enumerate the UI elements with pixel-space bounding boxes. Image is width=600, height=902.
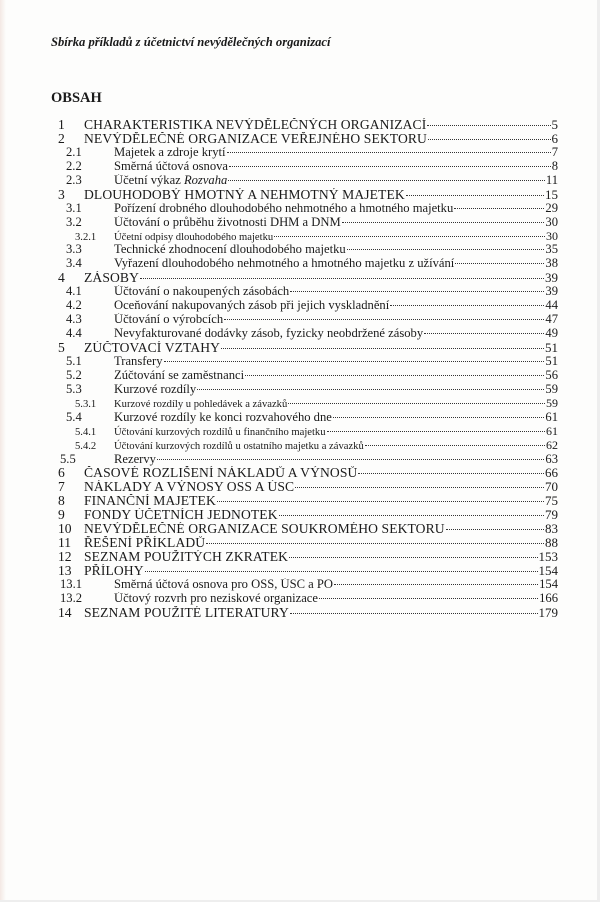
toc-entry-page-number: 56	[545, 368, 558, 382]
toc-entry-number: 2.3	[66, 173, 82, 187]
toc-entry-label: FINANČNÍ MAJETEK	[84, 494, 216, 509]
toc-entry-number: 1	[58, 118, 65, 132]
toc-entry-page-number: 5	[551, 118, 558, 132]
toc-entry-label: Účtování kurzových rozdílů u finančního majetku	[114, 426, 326, 438]
toc-entry-label: Majetek a zdroje krytí	[114, 145, 226, 159]
toc-entry-label: SEZNAM POUŽITÉ LITERATURY	[84, 605, 289, 620]
toc-entry-label: NEVÝDĚLEČNÉ ORGANIZACE SOUKROMÉHO SEKTORU	[84, 522, 445, 537]
toc-entry-label: ZÁSOBY	[84, 271, 139, 286]
toc-entry[interactable]	[58, 383, 558, 397]
toc-entry-page-number: 153	[538, 550, 558, 564]
toc-entry-label: Vyřazení dlouhodobého nehmotného a hmotného majetku z užívání	[114, 257, 455, 271]
toc-entry-number: 10	[58, 522, 72, 537]
dot-leader	[279, 515, 544, 516]
toc-entry[interactable]	[58, 411, 558, 425]
toc-entry[interactable]	[58, 606, 558, 620]
dot-leader	[157, 459, 544, 460]
dot-leader	[289, 557, 537, 558]
toc-entry-page-number: 11	[545, 173, 558, 187]
toc-entry-page-number: 59	[545, 382, 558, 396]
toc-entry-page-number: 51	[545, 341, 558, 355]
toc-entry-page-number: 49	[545, 327, 558, 341]
dot-leader	[290, 291, 544, 292]
toc-entry-page-number: 66	[545, 466, 558, 481]
toc-entry-label: Zúčtování se zaměstnanci	[114, 368, 245, 382]
toc-entry[interactable]	[58, 146, 558, 160]
toc-entry[interactable]	[58, 494, 558, 508]
toc-entry-number: 3.3	[66, 243, 82, 257]
toc-entry-label: Kurzové rozdíly u pohledávek a závazků	[114, 398, 288, 410]
toc-entry-page-number: 88	[545, 536, 558, 551]
dot-leader	[365, 445, 545, 446]
toc-entry[interactable]	[58, 592, 558, 606]
toc-entry-label: Směrná účtová osnova pro OSS, ÚSC a PO	[114, 577, 333, 591]
dot-leader	[446, 529, 544, 530]
toc-entry-number: 11	[58, 536, 72, 551]
toc-entry-page-number: 51	[545, 354, 558, 368]
toc-entry-page-number: 61	[546, 424, 558, 438]
toc-entry[interactable]	[58, 132, 558, 146]
toc-entry-page-number: 30	[546, 229, 558, 243]
toc-entry-label: ŘEŠENÍ PŘÍKLADŮ	[84, 536, 206, 551]
toc-entry-label: ČASOVÉ ROZLIŠENÍ NÁKLADŮ A VÝNOSŮ	[84, 466, 358, 481]
dot-leader	[428, 139, 551, 140]
toc-entry-number: 5.3.1	[75, 398, 97, 410]
toc-entry-page-number: 39	[545, 271, 558, 286]
toc-entry-number: 9	[58, 508, 65, 523]
toc-entry-label-italic: Rozvaha	[183, 173, 228, 187]
dot-leader	[217, 501, 544, 502]
toc-entry-label: CHARAKTERISTIKA NEVÝDĚLEČNÝCH ORGANIZACÍ	[84, 118, 427, 132]
toc-entry-label: Účtový rozvrh pro neziskové organizace	[114, 591, 318, 605]
dot-leader	[197, 389, 544, 390]
toc-entry-number: 3.2.1	[75, 231, 97, 243]
toc-entry-page-number: 166	[539, 591, 558, 605]
toc-entry[interactable]	[58, 425, 558, 439]
toc-entry[interactable]	[58, 271, 558, 285]
toc-entry-number: 13	[58, 564, 72, 578]
dot-leader	[406, 195, 544, 196]
toc-entry-number: 5.4	[66, 410, 82, 424]
toc-entry[interactable]	[58, 508, 558, 522]
toc-title: OBSAH	[51, 90, 102, 106]
toc-entry-number: 5.2	[66, 368, 82, 382]
toc-entry-label: Účtování o výrobcích	[114, 313, 224, 327]
toc-entry-number: 4.1	[66, 285, 82, 299]
toc-entry[interactable]	[58, 439, 558, 453]
dot-leader	[288, 403, 545, 404]
toc-entry-number: 4.2	[66, 299, 82, 313]
toc-entry[interactable]	[58, 216, 558, 230]
toc-entry[interactable]	[58, 160, 558, 174]
table-of-contents	[58, 118, 558, 620]
dot-leader	[224, 319, 544, 320]
running-head: Sbírka příkladů z účetnictví nevýdělečných organizací	[51, 35, 331, 49]
dot-leader	[295, 487, 544, 488]
toc-entry-label: Účtování kurzových rozdílů u ostatního majetku a závazků	[114, 440, 364, 452]
toc-entry-label: Transfery	[114, 354, 163, 368]
dot-leader	[454, 208, 544, 209]
dot-leader	[245, 375, 544, 376]
dot-leader	[342, 222, 545, 223]
dot-leader	[228, 180, 545, 181]
toc-entry-page-number: 29	[545, 201, 558, 215]
page-left-edge-shadow	[0, 0, 6, 902]
dot-leader	[390, 305, 544, 306]
toc-entry-label: Účtování o průběhu životnosti DHM a DNM	[114, 215, 341, 229]
toc-entry-number: 4.4	[66, 327, 82, 341]
toc-entry-label: Účtování o nakoupených zásobách	[114, 285, 290, 299]
dot-leader	[227, 152, 551, 153]
toc-entry[interactable]	[58, 313, 558, 327]
toc-entry-number: 2	[58, 131, 65, 146]
toc-entry[interactable]	[58, 299, 558, 313]
toc-entry-label: Oceňování nakupovaných zásob při jejich vyskladnění	[114, 299, 390, 313]
toc-entry-label: Účetní výkaz Rozvaha	[114, 173, 228, 187]
toc-entry-number: 14	[58, 605, 72, 620]
dot-leader	[229, 166, 551, 167]
toc-entry[interactable]	[58, 202, 558, 216]
toc-entry-page-number: 7	[551, 145, 558, 159]
toc-entry[interactable]	[58, 522, 558, 536]
dot-leader	[206, 543, 544, 544]
toc-entry-label: Technické zhodnocení dlouhodobého majetku	[114, 243, 346, 257]
toc-entry-number: 3.1	[66, 201, 82, 215]
toc-entry-page-number: 59	[546, 396, 558, 410]
dot-leader	[290, 613, 538, 614]
toc-entry[interactable]	[58, 578, 558, 592]
toc-entry-number: 3.4	[66, 257, 82, 271]
toc-entry[interactable]	[58, 243, 558, 257]
toc-entry-number: 3	[58, 187, 65, 202]
toc-entry-number: 5	[58, 341, 65, 355]
dot-leader	[334, 584, 538, 585]
toc-entry-number: 5.3	[66, 382, 82, 396]
toc-entry-page-number: 6	[551, 131, 558, 146]
dot-leader	[327, 431, 545, 432]
toc-entry-page-number: 30	[545, 215, 558, 229]
toc-entry-label: NEVÝDĚLEČNÉ ORGANIZACE VEŘEJNÉHO SEKTORU	[84, 131, 427, 146]
dot-leader	[424, 333, 544, 334]
toc-entry-number: 5.4.2	[75, 440, 97, 452]
dot-leader	[164, 361, 545, 362]
toc-entry-number: 4	[58, 271, 65, 286]
toc-entry-page-number: 44	[545, 299, 558, 313]
toc-entry-page-number: 154	[538, 564, 558, 578]
toc-entry-page-number: 61	[545, 410, 558, 424]
toc-entry-page-number: 8	[551, 159, 558, 173]
dot-leader	[333, 417, 545, 418]
toc-entry-page-number: 35	[545, 243, 558, 257]
toc-entry[interactable]	[58, 341, 558, 355]
toc-entry-page-number: 15	[545, 187, 558, 202]
toc-entry-label: Účetní odpisy dlouhodobého majetku	[114, 231, 274, 243]
toc-entry-label: Kurzové rozdíly ke konci rozvahového dne	[114, 410, 332, 424]
toc-entry[interactable]	[58, 285, 558, 299]
toc-entry-number: 13.2	[60, 591, 83, 605]
toc-entry[interactable]	[58, 397, 558, 411]
toc-entry-label: Směrná účtová osnova	[114, 159, 229, 173]
toc-entry[interactable]	[58, 355, 558, 369]
toc-entry[interactable]	[58, 118, 558, 132]
toc-entry-number: 5.4.1	[75, 426, 97, 438]
toc-entry-page-number: 39	[545, 285, 558, 299]
toc-entry[interactable]	[58, 230, 558, 244]
toc-entry-page-number: 75	[545, 494, 558, 509]
toc-entry-number: 5.5	[60, 452, 76, 466]
toc-entry-number: 2.2	[66, 159, 82, 173]
dot-leader	[455, 263, 544, 264]
dot-leader	[221, 348, 544, 349]
dot-leader	[319, 598, 538, 599]
toc-entry-page-number: 70	[545, 480, 558, 495]
toc-entry-page-number: 62	[546, 438, 558, 452]
toc-entry-number: 4.3	[66, 313, 82, 327]
dot-leader	[274, 236, 545, 237]
dot-leader	[145, 571, 538, 572]
toc-entry[interactable]	[58, 564, 558, 578]
toc-entry[interactable]	[58, 453, 558, 467]
toc-entry[interactable]	[58, 466, 558, 480]
toc-entry-page-number: 47	[545, 313, 558, 327]
toc-entry-number: 2.1	[66, 145, 82, 159]
toc-entry-page-number: 154	[539, 577, 558, 591]
toc-entry[interactable]	[58, 188, 558, 202]
toc-entry-page-number: 38	[545, 257, 558, 271]
toc-entry[interactable]	[58, 327, 558, 341]
toc-entry-page-number: 179	[538, 605, 558, 620]
toc-entry-label: Nevyfakturované dodávky zásob, fyzicky neobdržené zásoby	[114, 327, 424, 341]
toc-entry-label: DLOUHODOBÝ HMOTNÝ A NEHMOTNÝ MAJETEK	[84, 187, 405, 202]
toc-entry-page-number: 83	[545, 522, 558, 537]
toc-entry-number: 8	[58, 494, 65, 509]
toc-entry-number: 6	[58, 466, 65, 481]
toc-entry-number: 12	[58, 550, 72, 564]
toc-entry[interactable]	[58, 480, 558, 494]
toc-entry-label: ZÚČTOVACÍ VZTAHY	[84, 341, 221, 355]
dot-leader	[358, 473, 544, 474]
toc-entry-label: FONDY ÚČETNÍCH JEDNOTEK	[84, 508, 278, 523]
toc-entry-page-number: 79	[545, 508, 558, 523]
dot-leader	[140, 278, 544, 279]
dot-leader	[427, 125, 550, 126]
toc-entry-label: Rezervy	[114, 452, 156, 466]
toc-entry-label: SEZNAM POUŽITÝCH ZKRATEK	[84, 550, 289, 564]
toc-entry-label: NÁKLADY A VÝNOSY OSS A ÚSC	[84, 480, 295, 495]
toc-entry-label: Kurzové rozdíly	[114, 382, 197, 396]
toc-entry-label: PŘÍLOHY	[84, 564, 144, 578]
toc-entry[interactable]	[58, 550, 558, 564]
toc-entry-number: 5.1	[66, 354, 82, 368]
toc-entry[interactable]	[58, 536, 558, 550]
dot-leader	[347, 249, 545, 250]
toc-entry-number: 3.2	[66, 215, 82, 229]
toc-entry[interactable]	[58, 257, 558, 271]
toc-entry[interactable]	[58, 174, 558, 188]
toc-entry[interactable]	[58, 369, 558, 383]
toc-entry-page-number: 63	[545, 452, 558, 466]
toc-entry-number: 7	[58, 480, 65, 495]
toc-entry-label: Pořízení drobného dlouhodobého nehmotného a hmotného majetku	[114, 201, 454, 215]
toc-entry-number: 13.1	[60, 577, 83, 591]
